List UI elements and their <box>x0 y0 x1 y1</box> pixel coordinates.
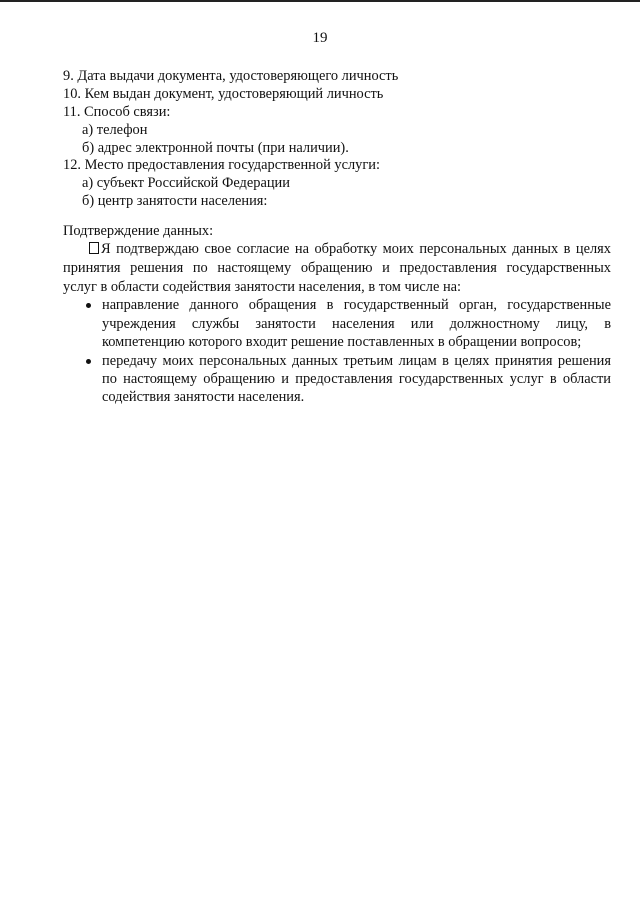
item-9-issue-date: 9. Дата выдачи документа, удостоверяющего личность <box>63 68 399 84</box>
bullet-2-line-3: содействия занятости населения. <box>102 389 305 405</box>
item-12a-region: а) субъект Российской Федерации <box>82 175 290 191</box>
bullet-2-line-1: передачу моих персональных данных третьим лицам в целях принятия решения <box>102 353 611 369</box>
bullet-2-line-2: по настоящему обращению и предоставления государственных услуг в области <box>102 371 611 387</box>
bullet-1-line-2: учреждения службы занятости населения или должностному лицу, в <box>102 316 611 332</box>
item-12b-employment-center: б) центр занятости населения: <box>82 193 268 209</box>
item-11-contact-method: 11. Способ связи: <box>63 104 171 120</box>
consent-text-line-2: принятия решения по настоящему обращению и предоставления государственных <box>63 260 611 276</box>
item-11a-phone: а) телефон <box>82 122 148 138</box>
consent-checkbox[interactable] <box>89 242 99 254</box>
page-top-edge <box>0 0 640 2</box>
item-12-service-place: 12. Место предоставления государственной услуги: <box>63 157 380 173</box>
bullet-icon <box>86 359 91 364</box>
page-number: 19 <box>312 30 328 46</box>
bullet-icon <box>86 303 91 308</box>
bullet-1-line-1: направление данного обращения в государственный орган, государственные <box>102 297 611 313</box>
consent-text-line-3: услуг в области содействия занятости населения, в том числе на: <box>63 279 462 295</box>
bullet-1-line-3: компетенцию которого входит решение поставленных в обращении вопросов; <box>102 334 582 350</box>
confirmation-heading: Подтверждение данных: <box>63 223 214 239</box>
consent-text-line-1: Я подтверждаю свое согласие на обработку моих персональных данных в целях <box>101 241 611 257</box>
item-10-issued-by: 10. Кем выдан документ, удостоверяющий личность <box>63 86 384 102</box>
item-11b-email: б) адрес электронной почты (при наличии). <box>82 140 349 156</box>
